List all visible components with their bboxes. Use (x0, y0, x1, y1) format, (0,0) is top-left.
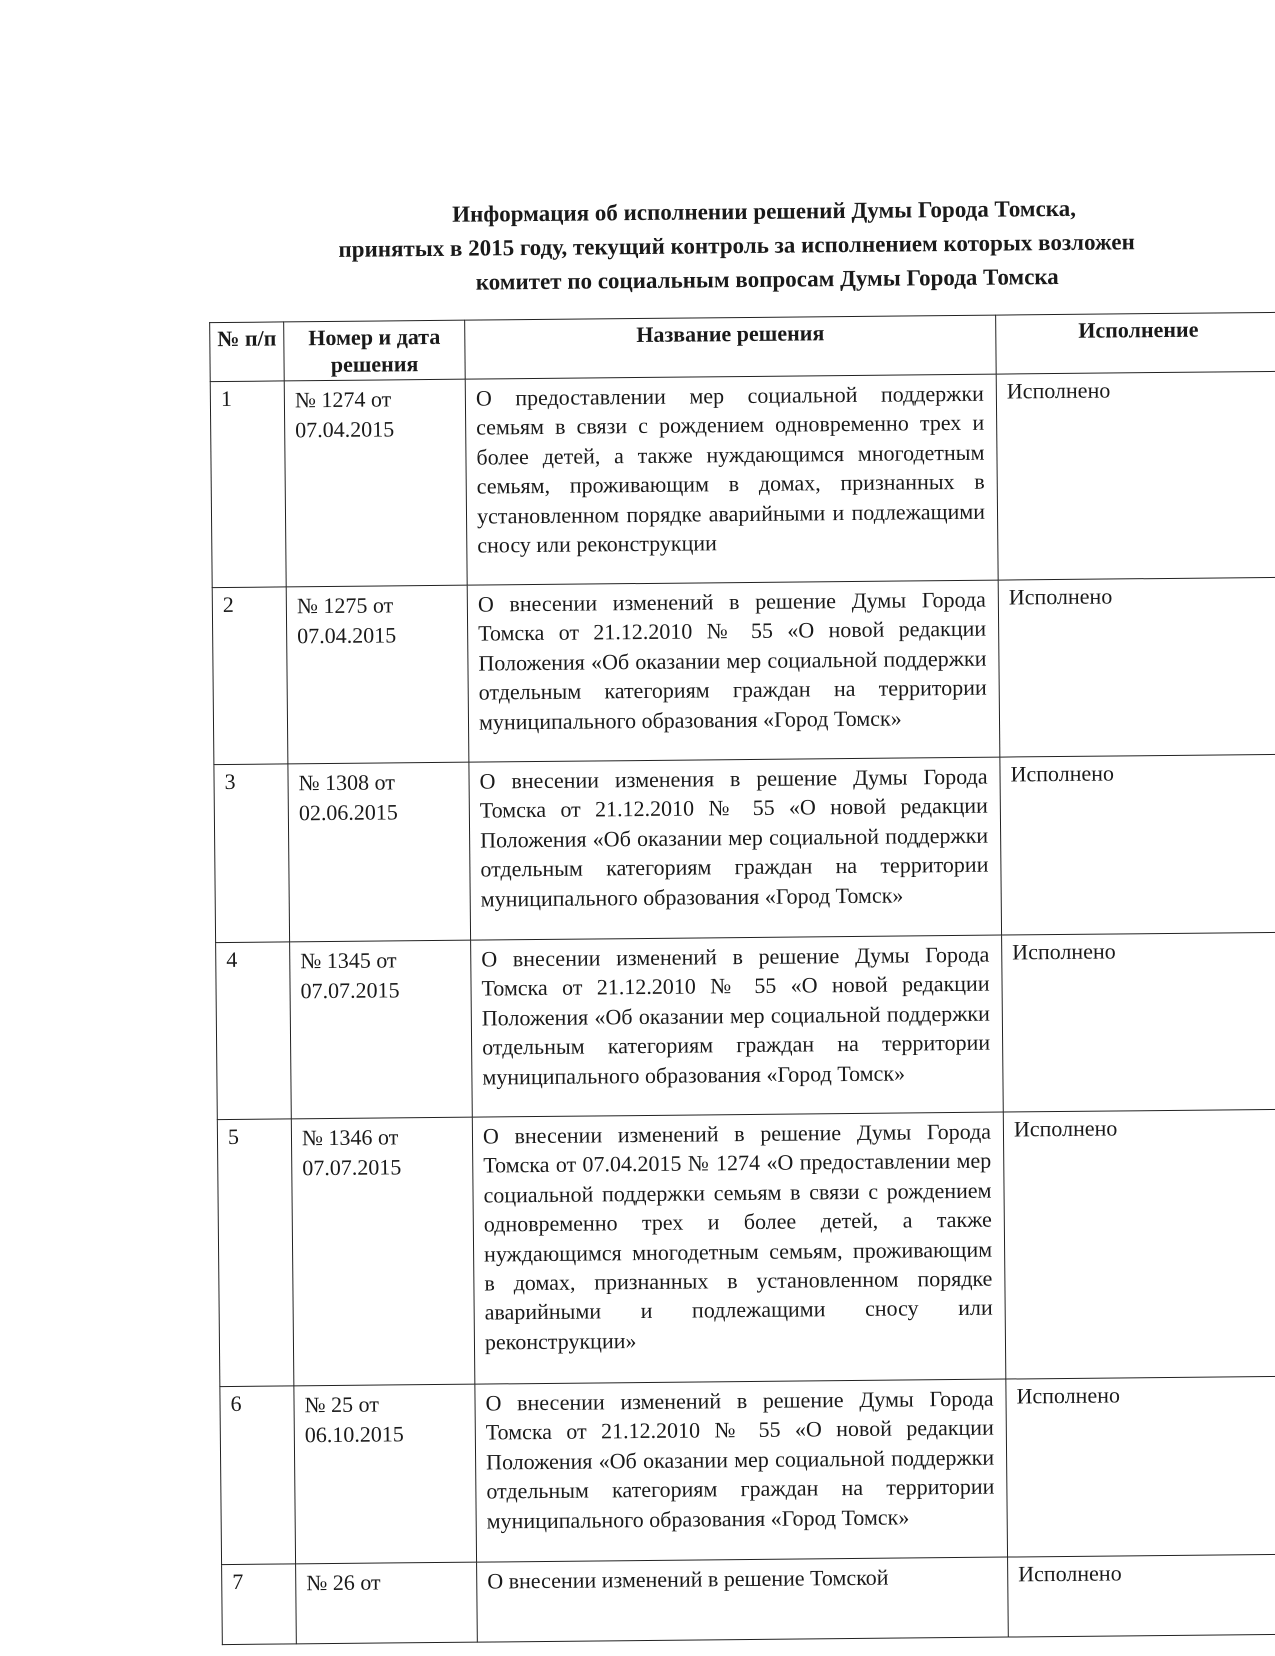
table-row (212, 577, 1275, 765)
row-decision (291, 1117, 475, 1386)
title-line-3: комитет по социальным вопросам Думы Города Томска (475, 263, 1059, 295)
row-execution: Исполнено (1002, 932, 1275, 1112)
decision-number: № 26 от (306, 1569, 381, 1596)
table-row (214, 754, 1275, 943)
row-decision (286, 585, 469, 764)
row-name: О внесении изменений в решение Думы Города Томска от 21.12.2010 № 55 «О новой редакции Положения «Об оказании мер социальной поддержки отдельным категориям граждан на территории муниципального образования «Город Томск» (475, 1379, 1008, 1562)
decision-date: 06.10.2015 (304, 1421, 404, 1448)
decision-number: № 25 от (304, 1391, 379, 1418)
row-num: 4 (216, 942, 292, 1120)
title-line-1: Информация об исполнении решений Думы Города Томска, (452, 195, 1077, 227)
row-num: 5 (217, 1119, 294, 1387)
decision-date: 07.07.2015 (300, 977, 400, 1004)
row-execution: Исполнено (1006, 1376, 1275, 1557)
row-decision (290, 940, 473, 1119)
header-execution: Исполнение (996, 312, 1275, 374)
document-title (300, 190, 1275, 302)
decision-number: № 1346 от (301, 1124, 399, 1151)
row-num: 6 (220, 1386, 296, 1565)
row-num: 3 (214, 764, 290, 943)
row-name: О предоставлении мер социальной поддержки семьям в связи с рождением одновременно трех и более детей, а также нуждающимся многодетным семьям, проживающим в домах, признанных в установленном порядке аварийными и подлежащими сносу или реконструкции (465, 374, 998, 585)
decision-number: № 1308 от (298, 769, 396, 796)
row-name: О внесении изменения в решение Думы Города Томска от 21.12.2010 № 55 «О новой редакции Положения «Об оказании мер социальной поддержки отдельным категориям граждан на территории муниципального образования «Город Томск» (469, 757, 1002, 940)
row-name: О внесении изменений в решение Думы Города Томска от 21.12.2010 № 55 «О новой редакции Положения «Об оказании мер социальной поддержки отдельным категориям граждан на территории муниципального образования «Город Томск» (471, 935, 1004, 1117)
row-name: О внесении изменений в решение Думы Города Томска от 21.12.2010 № 55 «О новой редакции Положения «Об оказании мер социальной поддержки отдельным категориям граждан на территории муниципального образования «Город Томск» (467, 580, 1000, 762)
row-decision (294, 1384, 477, 1564)
row-num: 1 (210, 381, 286, 588)
row-decision (296, 1562, 478, 1644)
table-row (216, 932, 1275, 1120)
row-execution: Исполнено (1008, 1554, 1275, 1637)
table-row (222, 1554, 1275, 1645)
decision-number: № 1274 от (294, 386, 392, 413)
row-execution: Исполнено (1000, 754, 1275, 935)
decisions-table (209, 311, 1275, 1645)
row-name: О внесении изменений в решение Томской (477, 1557, 1009, 1642)
decision-number: № 1345 от (300, 947, 397, 974)
decision-date: 07.04.2015 (297, 622, 397, 649)
header-name: Название решения (465, 315, 997, 379)
table-row (217, 1109, 1275, 1387)
row-decision (288, 762, 471, 942)
header-decision: Номер и дата решения (284, 320, 466, 381)
table-row (220, 1376, 1275, 1565)
decision-number: № 1275 от (296, 592, 394, 619)
row-execution: Исполнено (1003, 1109, 1275, 1379)
decision-date: 02.06.2015 (298, 799, 398, 826)
row-num: 2 (212, 587, 288, 765)
decision-date: 07.07.2015 (302, 1154, 402, 1181)
row-num: 7 (222, 1564, 297, 1645)
decision-date: 07.04.2015 (295, 416, 395, 443)
row-name: О внесении изменений в решение Думы Города Томска от 07.04.2015 № 1274 «О предоставлении мер социальной поддержки семьям в связи с рождением одновременно трех и более детей, а также нуждающимся многодетным семьям, проживающим в домах, признанных в установленном порядке аварийными и подлежащими сносу или реконструкции» (472, 1112, 1006, 1384)
table-row (210, 371, 1275, 588)
header-num: № п/п (210, 322, 285, 382)
row-execution: Исполнено (996, 371, 1275, 580)
table-header-row (210, 312, 1275, 382)
row-execution: Исполнено (998, 577, 1275, 757)
row-decision (284, 379, 467, 587)
title-line-2: принятых в 2015 году, текущий контроль за исполнением которых возложен (338, 229, 1135, 262)
